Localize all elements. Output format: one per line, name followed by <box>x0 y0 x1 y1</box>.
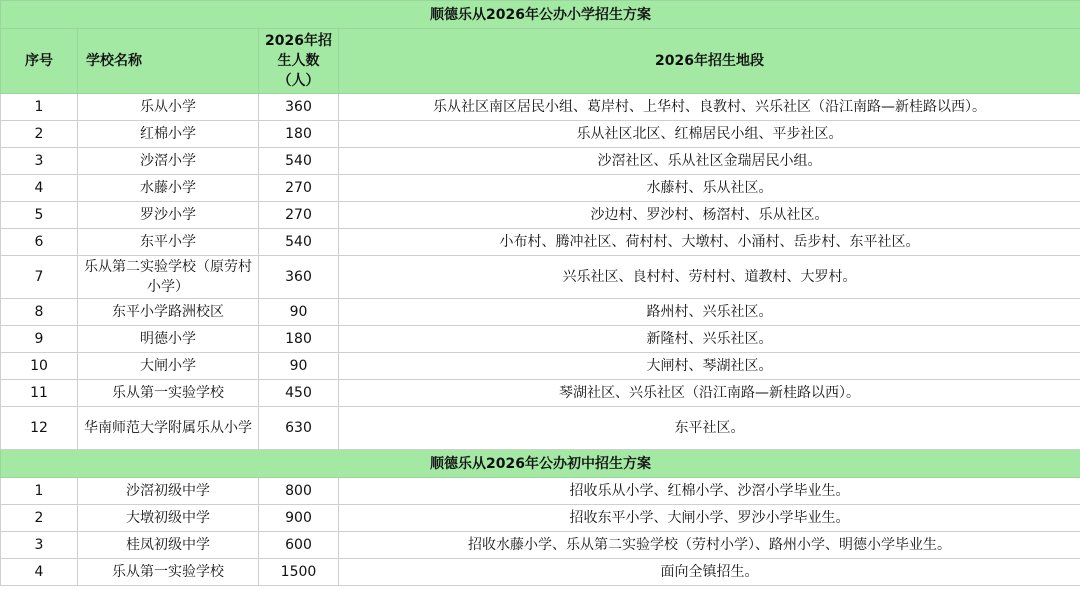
row-school: 沙滘小学 <box>78 148 259 175</box>
table-row <box>1 299 1080 326</box>
row-zone: 乐从社区南区居民小组、葛岸村、上华村、良教村、兴乐社区（沿江南路—新桂路以西）。 <box>339 94 1080 121</box>
table-row <box>1 505 1080 532</box>
row-zone: 沙边村、罗沙村、杨滘村、乐从社区。 <box>339 202 1080 229</box>
row-zone: 乐从社区北区、红棉居民小组、平步社区。 <box>339 121 1080 148</box>
row-no: 7 <box>1 256 78 299</box>
row-zone: 小布村、腾冲社区、荷村村、大墩村、小涌村、岳步村、东平社区。 <box>339 229 1080 256</box>
row-no: 12 <box>1 407 78 450</box>
row-no: 3 <box>1 148 78 175</box>
row-school: 东平小学 <box>78 229 259 256</box>
header-zone: 2026年招生地段 <box>339 29 1080 94</box>
row-no: 4 <box>1 559 78 586</box>
row-zone: 路州村、兴乐社区。 <box>339 299 1080 326</box>
row-school: 乐从第一实验学校 <box>78 380 259 407</box>
row-zone: 大闸村、琴湖社区。 <box>339 353 1080 380</box>
row-no: 6 <box>1 229 78 256</box>
row-zone: 沙滘社区、乐从社区金瑞居民小组。 <box>339 148 1080 175</box>
junior-section-title: 顺德乐从2026年公办初中招生方案 <box>1 450 1080 478</box>
row-school: 桂凤初级中学 <box>78 532 259 559</box>
row-zone: 面向全镇招生。 <box>339 559 1080 586</box>
row-zone: 水藤村、乐从社区。 <box>339 175 1080 202</box>
table-row <box>1 353 1080 380</box>
row-school: 罗沙小学 <box>78 202 259 229</box>
row-no: 2 <box>1 505 78 532</box>
row-count: 900 <box>259 505 339 532</box>
table-row <box>1 407 1080 450</box>
row-school: 乐从第一实验学校 <box>78 559 259 586</box>
table-row <box>1 478 1080 505</box>
header-count: 2026年招生人数（人） <box>259 29 339 94</box>
row-no: 11 <box>1 380 78 407</box>
row-count: 540 <box>259 148 339 175</box>
table-row <box>1 175 1080 202</box>
row-school: 明德小学 <box>78 326 259 353</box>
table-row <box>1 326 1080 353</box>
row-zone: 招收东平小学、大闸小学、罗沙小学毕业生。 <box>339 505 1080 532</box>
table-row <box>1 94 1080 121</box>
row-no: 1 <box>1 94 78 121</box>
row-school: 华南师范大学附属乐从小学 <box>78 407 259 450</box>
row-count: 1500 <box>259 559 339 586</box>
primary-section-title: 顺德乐从2026年公办小学招生方案 <box>1 1 1080 29</box>
row-count: 180 <box>259 121 339 148</box>
table-row <box>1 229 1080 256</box>
row-zone: 新隆村、兴乐社区。 <box>339 326 1080 353</box>
row-no: 9 <box>1 326 78 353</box>
table-row <box>1 559 1080 586</box>
table-row <box>1 121 1080 148</box>
row-school: 乐从第二实验学校（原劳村小学） <box>78 256 259 299</box>
row-count: 270 <box>259 175 339 202</box>
header-no: 序号 <box>1 29 78 94</box>
row-count: 270 <box>259 202 339 229</box>
row-zone: 东平社区。 <box>339 407 1080 450</box>
row-no: 8 <box>1 299 78 326</box>
row-school: 东平小学路洲校区 <box>78 299 259 326</box>
row-no: 5 <box>1 202 78 229</box>
column-header-row <box>1 29 1080 94</box>
row-count: 360 <box>259 94 339 121</box>
row-zone: 琴湖社区、兴乐社区（沿江南路—新桂路以西）。 <box>339 380 1080 407</box>
row-school: 大闸小学 <box>78 353 259 380</box>
row-school: 大墩初级中学 <box>78 505 259 532</box>
row-count: 90 <box>259 353 339 380</box>
table-row <box>1 532 1080 559</box>
row-count: 180 <box>259 326 339 353</box>
row-school: 红棉小学 <box>78 121 259 148</box>
row-no: 3 <box>1 532 78 559</box>
row-no: 10 <box>1 353 78 380</box>
row-count: 600 <box>259 532 339 559</box>
table-row <box>1 148 1080 175</box>
primary-section-title-row <box>1 1 1080 29</box>
row-no: 4 <box>1 175 78 202</box>
table-row <box>1 202 1080 229</box>
row-count: 450 <box>259 380 339 407</box>
row-zone: 招收乐从小学、红棉小学、沙滘小学毕业生。 <box>339 478 1080 505</box>
row-school: 乐从小学 <box>78 94 259 121</box>
row-count: 540 <box>259 229 339 256</box>
row-count: 800 <box>259 478 339 505</box>
junior-section-title-row <box>1 450 1080 478</box>
table-row <box>1 256 1080 299</box>
row-no: 1 <box>1 478 78 505</box>
row-count: 90 <box>259 299 339 326</box>
row-zone: 招收水藤小学、乐从第二实验学校（劳村小学）、路州小学、明德小学毕业生。 <box>339 532 1080 559</box>
header-school: 学校名称 <box>78 29 259 94</box>
row-count: 360 <box>259 256 339 299</box>
row-no: 2 <box>1 121 78 148</box>
table-row <box>1 380 1080 407</box>
row-school: 水藤小学 <box>78 175 259 202</box>
row-zone: 兴乐社区、良村村、劳村村、道教村、大罗村。 <box>339 256 1080 299</box>
row-count: 630 <box>259 407 339 450</box>
row-school: 沙滘初级中学 <box>78 478 259 505</box>
